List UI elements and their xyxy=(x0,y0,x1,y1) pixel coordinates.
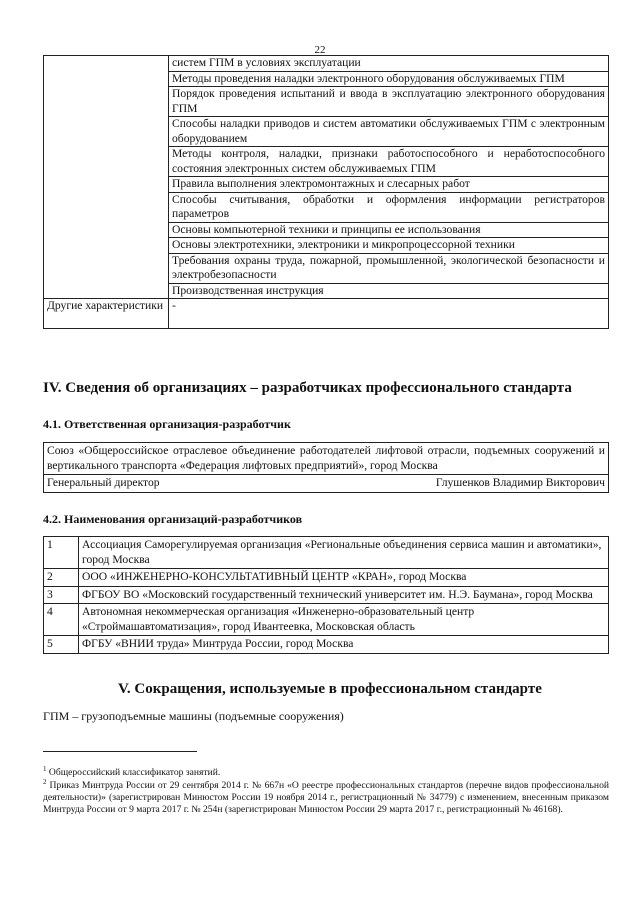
director-title: Генеральный директор xyxy=(44,475,327,493)
table-row xyxy=(44,299,609,329)
table-cell: Производственная инструкция xyxy=(169,283,609,299)
table-cell: Способы считывания, обработки и оформления информации регистраторов параметров xyxy=(169,192,609,222)
table-row xyxy=(44,537,609,569)
knowledge-table xyxy=(43,55,609,329)
other-characteristics-label: Другие характеристики xyxy=(44,299,169,329)
table-row xyxy=(44,56,609,72)
table-cell: Основы электротехники, электроники и микропроцессорной техники xyxy=(169,238,609,254)
responsible-org-table xyxy=(43,442,609,493)
other-characteristics-value: - xyxy=(169,299,609,329)
section-4-title: IV. Сведения об организациях – разработчиках профессионального стандарта xyxy=(43,380,572,396)
table-cell: Правила выполнения электромонтажных и слесарных работ xyxy=(169,177,609,193)
table-row xyxy=(44,569,609,587)
org-name: Автономная некоммерческая организация «Инженерно-образовательный центр «Строймашавтоматизация», город Ивантеевка, Московская область xyxy=(79,604,609,636)
subsection-4-1-title: 4.1. Ответственная организация-разработчик xyxy=(43,417,291,431)
table-cell: Способы наладки приводов и систем автоматики обслуживаемых ГПМ с электронным оборудованием xyxy=(169,117,609,147)
table-cell: систем ГПМ в условиях эксплуатации xyxy=(169,56,609,72)
table-row xyxy=(44,586,609,604)
footnote-divider xyxy=(43,751,197,752)
table-cell: Основы компьютерной техники и принципы ее использования xyxy=(169,222,609,238)
org-name: ООО «ИНЖЕНЕРНО-КОНСУЛЬТАТИВНЫЙ ЦЕНТР «КРАН», город Москва xyxy=(79,569,609,587)
footnote-2 xyxy=(43,776,609,816)
org-number: 2 xyxy=(44,569,79,587)
table-row xyxy=(44,443,609,475)
table-row xyxy=(44,475,609,493)
responsible-org-name: Союз «Общероссийское отраслевое объединение работодателей лифтовой отрасли, подъемных сооружений и вертикального транспорта «Федерация лифтовых предприятий», город Москва xyxy=(44,443,609,475)
table-label-cell xyxy=(44,56,169,299)
org-name: ФГБУ «ВНИИ труда» Минтруда России, город Москва xyxy=(79,636,609,654)
org-number: 5 xyxy=(44,636,79,654)
developer-orgs-table xyxy=(43,536,609,654)
footnote-mark: 2 xyxy=(43,778,47,786)
table-cell: Методы контроля, наладки, признаки работоспособного и неработоспособного состояния электронных систем обслуживаемых ГПМ xyxy=(169,147,609,177)
table-cell: Требования охраны труда, пожарной, промышленной, экологической безопасности и электробезопасности xyxy=(169,253,609,283)
abbreviation-text: ГПМ – грузоподъемные машины (подъемные сооружения) xyxy=(43,709,344,723)
table-row xyxy=(44,604,609,636)
page-number: 22 xyxy=(314,44,326,56)
table-cell: Методы проведения наладки электронного оборудования обслуживаемых ГПМ xyxy=(169,71,609,87)
director-name: Глушенков Владимир Викторович xyxy=(326,475,609,493)
org-name: Ассоциация Саморегулируемая организация «Региональные объединения сервиса машин и автоматики», город Москва xyxy=(79,537,609,569)
org-number: 3 xyxy=(44,586,79,604)
section-5-title: V. Сокращения, используемые в профессиональном стандарте xyxy=(118,681,542,697)
table-row xyxy=(44,636,609,654)
org-number: 1 xyxy=(44,537,79,569)
footnote-mark: 1 xyxy=(43,765,47,773)
footnote-text: Общероссийский классификатор занятий. xyxy=(48,767,221,779)
subsection-4-2-title: 4.2. Наименования организаций-разработчиков xyxy=(43,512,303,526)
table-cell: Порядок проведения испытаний и ввода в эксплуатацию электронного оборудования ГПМ xyxy=(169,87,609,117)
org-number: 4 xyxy=(44,604,79,636)
footnote-text: Приказ Минтруда России от 29 сентября 2014 г. № 667н «О реестре профессиональных стандартов (перечне видов профессиональной деятельности)» (зарегистрирован Минюстом России 19 ноября 2014 г., регистрационный № 34779) с изменением, внесенным приказом Минтруда России от 9 марта 2017 г. № 254н (зарегистрирован Минюстом России 29 марта 2017 г., регистрационный № 46168). xyxy=(43,780,609,816)
org-name: ФГБОУ ВО «Московский государственный технический университет им. Н.Э. Баумана», город Москва xyxy=(79,586,609,604)
